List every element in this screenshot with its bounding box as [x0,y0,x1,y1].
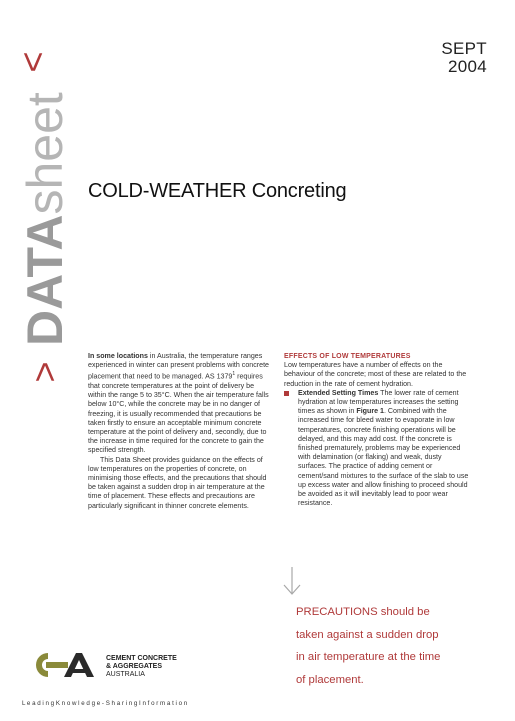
right-column [284,352,472,508]
callout-line: in air temperature at the time [296,651,441,664]
ccaa-logo-icon [26,650,102,680]
footer-tagline: L e a d i n g K n o w l e d g e - S h a r i n g I n f o r m a t i o n [22,700,188,707]
left-column [88,352,271,511]
section-intro: Low temperatures have a number of effects on the behaviour of the concrete; most of these are related to the reduction in the rate of cement hydration. [284,361,467,388]
organization-name [106,655,177,679]
callout-line: PRECAUTIONS should be [296,606,430,618]
bracket-bottom: > [24,361,65,383]
bullet-text-cont: . Combined with the increased time for bleed water to evaporate in low temperatures, concrete finishing operations will be delayed, and this may add cost. If the concrete is finished prematurely, problems may be experienced with delamination (or flaking) and weak, dusty surfaces. The practice of adding cement or cement/sand mixtures to the surface of the slab to use up excess water and allow finishing to proceed should be avoided as it will inevitably lead to poor wear resistance. [298,407,469,508]
callout-line: taken against a sudden drop [296,628,439,641]
issue-date [441,40,487,76]
arrow-down-icon [282,566,302,596]
section-heading: EFFECTS OF LOW TEMPERATURES [284,353,411,360]
intro-paragraph [88,352,271,456]
bullet-text: The lower rate of cement hydration at low temperatures increases the setting times as shown in [298,388,459,416]
org-line-2 [106,663,177,679]
bullet-title: Extended Setting Times [298,388,379,397]
title-sub: Concreting [246,180,347,202]
precautions-callout [296,601,486,691]
guidance-paragraph: This Data Sheet provides guidance on the effects of low temperatures on the properties of concrete, on minimising those effects, and the precautions that should be taken against a sudden drop in air temperature at the time of placement. These effects and precautions are particularly significant in thinner concrete elements. [88,455,267,510]
intro-text-cont: requires that concrete temperatures at the point of delivery be within the range 5 to 35°C. When the air temperature falls below 10°C, while the concrete may be in no danger of freezing, it is usually recommended that precautions be taken firstly to ensure an acceptable minimum concrete temperature at the point of delivery and, secondly, due to the increase in time required for the concrete to gain the specified strength. [88,372,269,455]
intro-lead: In some locations [88,352,148,360]
org-line-2-bold: & AGGREGATES [106,663,163,670]
issue-month: SEPT [441,39,487,58]
org-line-2-light: AUSTRALIA [106,671,145,678]
datasheet-vertical-logo [0,0,90,400]
intro-text: in Australia, the temperature ranges experienced in winter can present problems with concrete placement that need to be managed. AS 1379 [88,352,269,381]
brand-bold-word: DATA [17,214,73,346]
bullet-extended-setting [284,389,472,509]
brand-light-word: sheet [17,92,73,215]
bullet-square-icon [284,391,289,396]
vertical-brand [0,0,90,400]
reference-sup: 1 [232,371,236,378]
bracket-top: < [12,51,53,73]
callout-line: of placement. [296,673,364,686]
issue-year: 2004 [447,57,487,76]
figure-reference: Figure 1 [356,407,384,416]
document-title [88,180,346,203]
org-line-1: CEMENT CONCRETE [106,655,177,662]
title-main: COLD-WEATHER [88,180,247,202]
svg-text:DATAsheet [17,92,73,346]
